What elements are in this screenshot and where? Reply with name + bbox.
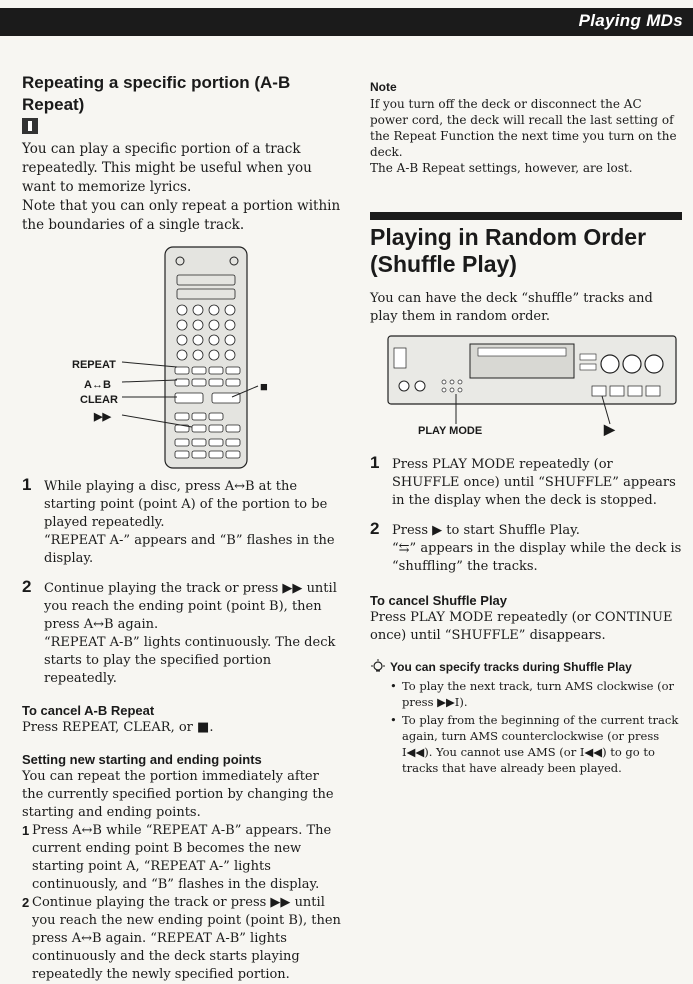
section-rule — [370, 212, 682, 220]
ab-step-1-number: 1 — [22, 475, 32, 494]
shuffle-step-1 — [370, 453, 682, 510]
remote-control-illustration — [22, 245, 342, 470]
remote-diagram — [22, 245, 342, 470]
setting-substep-1-number: 1 — [22, 823, 30, 838]
tip-item-2: • To play from the beginning of the current track again, turn AMS counterclockwise (or press I◀◀). You cannot use AMS (or I◀◀) to go to tracks that have already been played. — [390, 712, 682, 776]
deck-label-play: ▶ — [604, 421, 615, 437]
shuffle-step-2-text: Press ▶ to start Shuffle Play. — [392, 523, 580, 538]
deck-diagram — [370, 332, 682, 452]
note-text-2: The A-B Repeat settings, however, are lost. — [370, 161, 633, 175]
ab-repeat-intro-1: You can play a specific portion of a track repeatedly. This might be useful when you want to memorize lyrics. — [22, 141, 312, 195]
tip-book-icon — [22, 118, 38, 134]
shuffle-intro: You can have the deck “shuffle” tracks and play them in random order. — [370, 291, 653, 324]
setting-substep-2-number: 2 — [22, 895, 30, 910]
ab-step-1-detail: “REPEAT A-” appears and “B” flashes in the display. — [44, 533, 335, 566]
ab-step-2 — [22, 577, 342, 688]
cancel-shuffle-heading: To cancel Shuffle Play — [370, 593, 508, 608]
setting-substep-1-text: Press A↔B while “REPEAT A-B” appears. The current ending point B becomes the new starting point A, “REPEAT A-” lights continuously, and “B” flashes in the display. — [32, 823, 332, 892]
cancel-ab-text: Press REPEAT, CLEAR, or ■. — [22, 720, 214, 735]
note-text-1: If you turn off the deck or disconnect the AC power cord, the deck will recall the last setting of the Repeat Function the next time you turn on the deck. — [370, 97, 677, 159]
shuffle-step-1-text: Press PLAY MODE repeatedly (or SHUFFLE once) until “SHUFFLE” appears in the display when the deck is stopped. — [392, 457, 676, 508]
left-column — [22, 72, 342, 984]
setting-points-heading: Setting new starting and ending points — [22, 752, 262, 767]
shuffle-heading-line-1: Playing in Random Order — [370, 224, 647, 250]
ab-repeat-intro-2: Note that you can only repeat a portion within the boundaries of a single track. — [22, 198, 341, 233]
note-title: Note — [370, 80, 397, 94]
remote-label-play: ▶▶ — [94, 411, 111, 423]
ab-step-1 — [22, 475, 342, 568]
ab-step-1-text: While playing a disc, press A↔B at the starting point (point A) of the portion to be played repeatedly. — [44, 479, 328, 530]
ab-step-2-text: Continue playing the track or press ▶▶ until you reach the ending point (point B), then press A↔B again. — [44, 581, 337, 632]
shuffle-step-1-number: 1 — [370, 453, 380, 472]
remote-label-clear: CLEAR — [80, 394, 118, 406]
cancel-ab-heading: To cancel A-B Repeat — [22, 703, 155, 718]
lightbulb-icon — [370, 659, 386, 675]
ab-repeat-heading: Repeating a specific portion (A-B Repeat) — [22, 73, 291, 114]
shuffle-step-2-number: 2 — [370, 519, 380, 538]
cancel-shuffle-text: Press PLAY MODE repeatedly (or CONTINUE once) until “SHUFFLE” disappears. — [370, 610, 673, 643]
setting-substep-2-text: Continue playing the track or press ▶▶ until you reach the new ending point (point B), then press A↔B again. “REPEAT A-B” lights continuously and the deck starts playing repeatedly the newly specified portion. — [32, 895, 341, 982]
remote-label-ab: A↔B — [84, 379, 111, 391]
deck-label-play-mode: PLAY MODE — [418, 425, 483, 437]
shuffle-step-2 — [370, 519, 682, 576]
page-header-bar — [0, 8, 693, 36]
tip-item-1: • To play the next track, turn AMS clockwise (or press ▶▶I). — [390, 678, 682, 710]
setting-points-text: You can repeat the portion immediately after the currently specified portion by changing the starting and ending points. — [22, 769, 334, 820]
tip-heading: You can specify tracks during Shuffle Play — [390, 660, 632, 674]
right-column — [370, 78, 682, 776]
shuffle-step-2-detail: “⇆” appears in the display while the deck is “shuffling” the tracks. — [392, 541, 682, 574]
remote-label-repeat: REPEAT — [72, 359, 116, 371]
remote-label-stop: ■ — [260, 379, 268, 394]
shuffle-heading-line-2: (Shuffle Play) — [370, 251, 517, 277]
setting-substep-2 — [22, 894, 342, 984]
setting-substep-1 — [22, 822, 342, 894]
page-header-title: Playing MDs — [578, 11, 683, 30]
tip-box — [370, 659, 682, 676]
md-deck-illustration — [370, 332, 682, 442]
ab-step-2-detail: “REPEAT A-B” lights continuously. The deck starts to play the specified portion repeatedly. — [44, 635, 336, 686]
ab-step-2-number: 2 — [22, 577, 32, 596]
